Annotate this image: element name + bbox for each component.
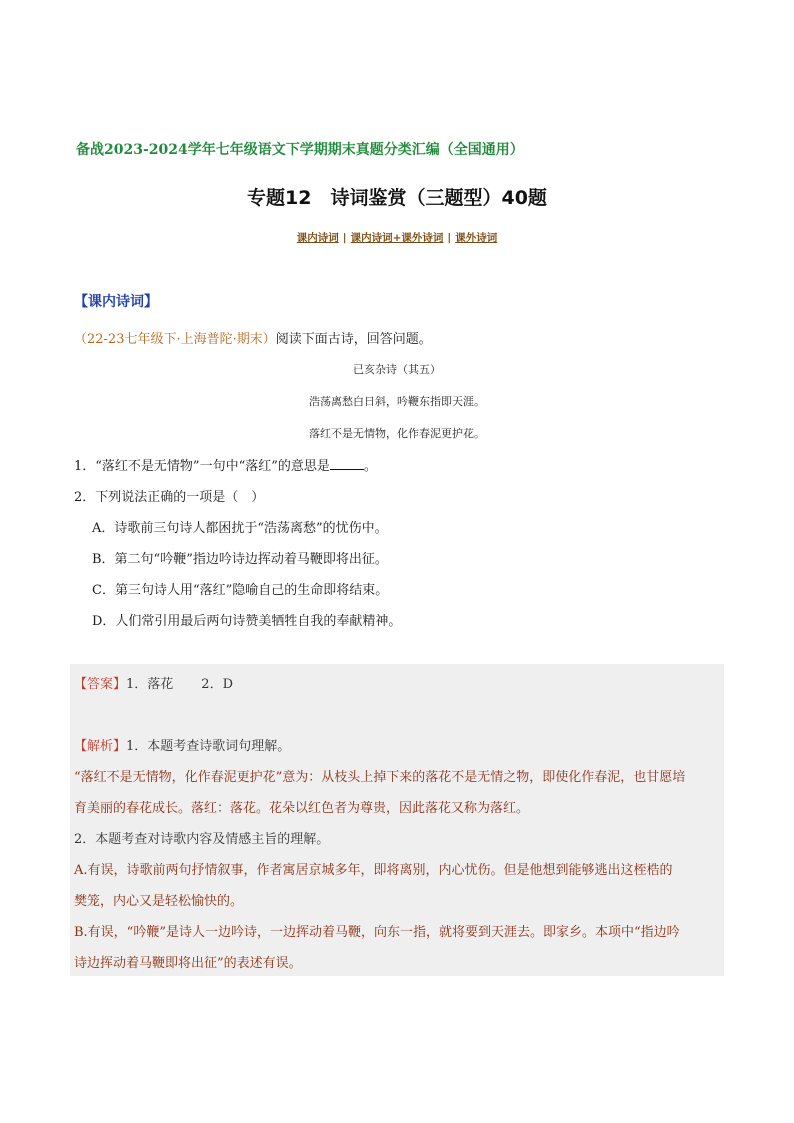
topic-nav [0,230,794,245]
question-stem [74,328,432,347]
question-1 [74,455,377,474]
nav-separator: | [447,232,452,244]
section-heading: 【课内诗词】 [74,294,158,310]
option-d: D．人们常引用最后两句诗赞美牺牲自我的奉献精神。 [92,614,402,629]
nav-link-mixed-poems[interactable]: 课内诗词+课外诗词 [350,232,444,244]
answer-line [74,673,233,692]
option-c: C．第三句诗人用“落红”隐喻自己的生命即将结束。 [92,583,389,598]
analysis-label: 【解析】 [74,739,127,754]
answer-blank[interactable] [330,457,364,470]
series-heading: 备战2023-2024学年七年级语文下学期期末真题分类汇编（全国通用） [76,142,524,158]
question-prompt: 阅读下面古诗，回答问题。 [275,332,432,347]
poem-title: 已亥杂诗（其五） [353,363,441,376]
answer-2: 2．D [201,677,233,692]
analysis-text: “落红不是无情物，化作春泥更护花”意为：从枝头上掉下来的落花不是无情之物，即使化作春泥，也甘愿培 [74,770,686,785]
analysis-text: B.有误，“吟鞭”是诗人一边吟诗，一边挥动着马鞭，向东一指，就将要到天涯去。即家乡。本项中“指边吟 [74,925,680,940]
answer-label: 【答案】 [74,677,127,692]
answer-1: 1．落花 [126,677,174,692]
question-1-text: 1．“落红不是无情物”一句中“落红”的意思是 [74,459,330,474]
question-source: （22-23七年级下·上海普陀·期末） [74,332,276,347]
analysis-text: 诗边挥动着马鞭即将出征”的表述有误。 [74,956,302,971]
nav-link-in-class-poems[interactable]: 课内诗词 [296,232,339,244]
analysis-first: 1．本题考查诗歌词句理解。 [126,739,291,754]
analysis-text: 樊笼，内心又是轻松愉快的。 [74,894,244,909]
analysis-text: A.有误，诗歌前两句抒情叙事，作者寓居京城多年，即将离别，内心忧伤。但是他想到能够逃出这桎梏的 [74,863,673,878]
analysis-line [74,735,290,754]
question-2: 2．下列说法正确的一项是（ ） [74,490,265,505]
page-title: 专题12 诗词鉴赏（三题型）40题 [247,187,547,209]
nav-link-extra-poems[interactable]: 课外诗词 [455,232,498,244]
analysis-text: 育美丽的春花成长。落红：落花。花朵以红色者为尊贵，因此落花又称为落红。 [74,801,530,816]
analysis-text: 2．本题考查对诗歌内容及情感主旨的理解。 [74,832,330,847]
nav-separator: | [342,232,347,244]
poem-line: 落红不是无情物，化作春泥更护花。 [309,427,485,440]
question-1-end: 。 [363,459,377,474]
poem-line: 浩荡离愁白日斜，吟鞭东指即天涯。 [309,395,485,408]
option-b: B．第二句“吟鞭”指边吟诗边挥动着马鞭即将出征。 [92,552,388,567]
option-a: A．诗歌前三句诗人都困扰于“浩荡离愁”的忧伤中。 [92,521,388,536]
